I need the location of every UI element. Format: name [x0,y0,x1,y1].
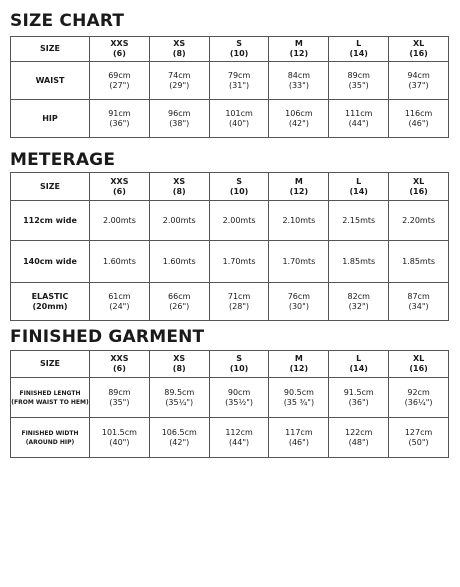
table-cell: 106.5cm (42") [149,418,209,458]
table-cell: 116cm (46") [389,100,449,138]
size-col-xxs: XXS (6) [90,351,150,378]
table-cell: 117cm (46") [269,418,329,458]
size-col-xs: XS (8) [149,351,209,378]
table-cell: 1.85mts [329,241,389,283]
table-cell: 112cm (44") [209,418,269,458]
table-cell: 1.60mts [90,241,150,283]
table-cell: 2.15mts [329,201,389,241]
table-cell: 74cm (29") [149,62,209,100]
table-cell: 101cm (40") [209,100,269,138]
table-row [11,100,449,138]
size-col-m: M (12) [269,37,329,62]
row-label-finished-width: FINISHED WIDTH (AROUND HIP) [11,418,90,458]
table-cell: 2.00mts [149,201,209,241]
size-col-s: S (10) [209,37,269,62]
row-label-elastic: ELASTIC (20mm) [11,283,90,321]
table-cell: 1.85mts [389,241,449,283]
table-cell: 71cm (28") [209,283,269,321]
table-cell: 2.00mts [209,201,269,241]
table-row [11,201,449,241]
finished-garment-title: FINISHED GARMENT [10,327,205,347]
size-col-m: M (12) [269,351,329,378]
finished-garment-table [10,350,449,458]
table-cell: 89.5cm (35¼") [149,378,209,418]
table-cell: 89cm (35") [329,62,389,100]
size-header-cell: SIZE [11,37,90,62]
size-col-s: S (10) [209,351,269,378]
size-col-l: L (14) [329,351,389,378]
row-label-waist: WAIST [11,62,90,100]
size-col-xl: XL (16) [389,37,449,62]
table-cell: 1.60mts [149,241,209,283]
table-cell: 2.10mts [269,201,329,241]
table-cell: 122cm (48") [329,418,389,458]
table-row [11,241,449,283]
table-header-row [11,351,449,378]
table-cell: 127cm (50") [389,418,449,458]
table-cell: 90.5cm (35 ¾") [269,378,329,418]
size-chart-title: SIZE CHART [10,11,125,31]
meterage-title: METERAGE [10,150,116,170]
row-label-finished-length: FINISHED LENGTH (FROM WAIST TO HEM) [11,378,90,418]
table-cell: 106cm (42") [269,100,329,138]
size-col-l: L (14) [329,173,389,201]
table-row [11,378,449,418]
table-cell: 84cm (33") [269,62,329,100]
table-cell: 111cm (44") [329,100,389,138]
table-cell: 89cm (35") [90,378,150,418]
row-label-140cm: 140cm wide [11,241,90,283]
size-col-m: M (12) [269,173,329,201]
row-label-112cm: 112cm wide [11,201,90,241]
table-cell: 96cm (38") [149,100,209,138]
table-cell: 91cm (36") [90,100,150,138]
table-cell: 66cm (26") [149,283,209,321]
table-cell: 61cm (24") [90,283,150,321]
size-col-s: S (10) [209,173,269,201]
size-col-xl: XL (16) [389,173,449,201]
size-col-xxs: XXS (6) [90,37,150,62]
size-header-cell: SIZE [11,173,90,201]
table-cell: 1.70mts [209,241,269,283]
table-cell: 76cm (30") [269,283,329,321]
table-cell: 2.20mts [389,201,449,241]
table-cell: 87cm (34") [389,283,449,321]
size-chart-table [10,36,449,138]
size-col-xxs: XXS (6) [90,173,150,201]
size-col-xl: XL (16) [389,351,449,378]
size-header-cell: SIZE [11,351,90,378]
table-cell: 69cm (27") [90,62,150,100]
size-col-xs: XS (8) [149,37,209,62]
table-cell: 90cm (35½") [209,378,269,418]
size-col-xs: XS (8) [149,173,209,201]
size-col-l: L (14) [329,37,389,62]
table-row [11,283,449,321]
table-cell: 91.5cm (36") [329,378,389,418]
table-cell: 82cm (32") [329,283,389,321]
meterage-table [10,172,449,321]
table-cell: 1.70mts [269,241,329,283]
row-label-hip: HIP [11,100,90,138]
table-header-row [11,37,449,62]
table-row [11,418,449,458]
table-cell: 94cm (37") [389,62,449,100]
table-cell: 2.00mts [90,201,150,241]
table-cell: 92cm (36¼") [389,378,449,418]
table-header-row [11,173,449,201]
table-row [11,62,449,100]
table-cell: 101.5cm (40") [90,418,150,458]
table-cell: 79cm (31") [209,62,269,100]
